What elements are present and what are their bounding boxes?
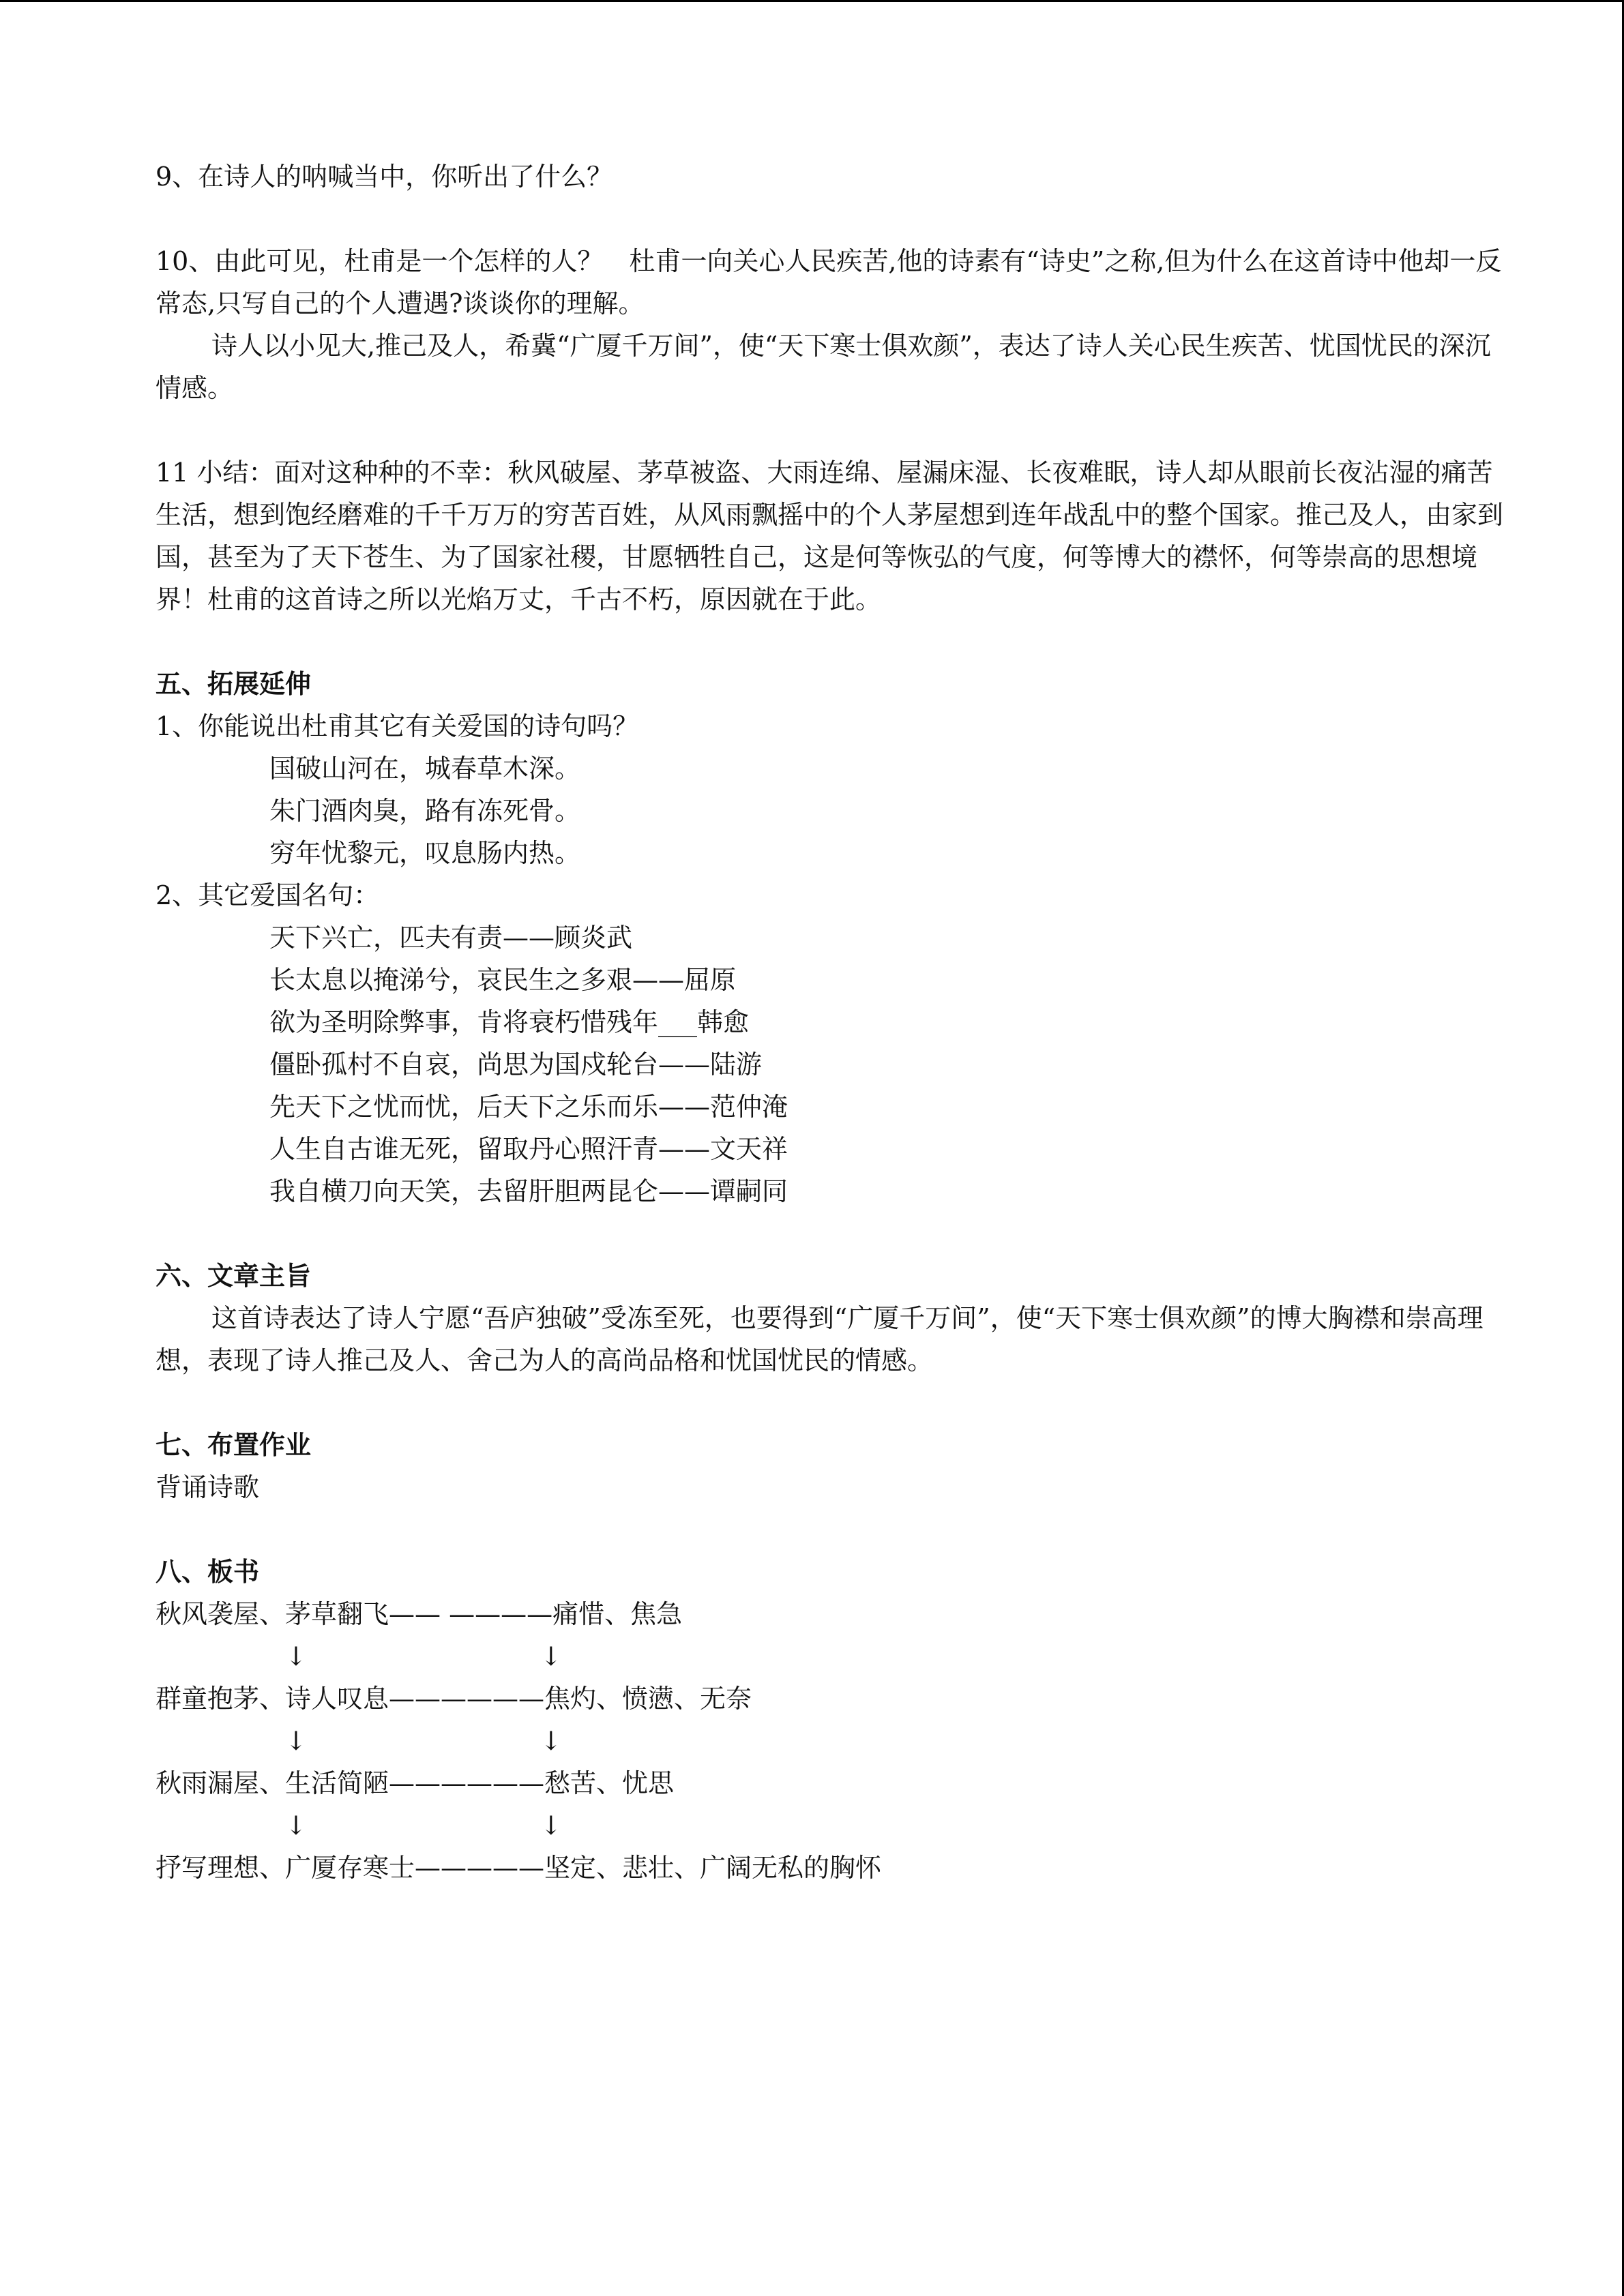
du-fu-quote: 朱门酒肉臭，路有冻死骨。 <box>269 796 581 826</box>
question-10-answer: 诗人以小见大,推己及人，希冀“广厦千万间”，使“天下寒士俱欢颜”，表达了诗人关心民生疾苦、忧国忧民的深沉情感。 <box>156 331 1491 403</box>
patriotic-quote: 长太息以掩涕兮，哀民生之多艰——屈原 <box>269 965 737 995</box>
patriotic-quote: 我自横刀向天笑，去留肝胆两昆仑——谭嗣同 <box>269 1176 788 1206</box>
blackboard-row: 秋风袭屋、茅草翻飞—— ————痛惜、焦急 <box>156 1599 683 1629</box>
section-7-heading: 七、布置作业 <box>156 1429 312 1460</box>
patriotic-quote: 天下兴亡，匹夫有责——顾炎武 <box>269 923 633 953</box>
section-6-heading: 六、文章主旨 <box>156 1260 312 1291</box>
document-page <box>156 155 1513 1889</box>
down-arrow-icon: ↓ ↓ <box>156 1810 562 1840</box>
patriotic-quote: 人生自古谁无死，留取丹心照汗青——文天祥 <box>269 1134 788 1164</box>
patriotic-quote: 先天下之忧而忧，后天下之乐而乐——范仲淹 <box>269 1092 788 1122</box>
question-10: 10、由此可见，杜甫是一个怎样的人？ 杜甫一向关心人民疾苦,他的诗素有“诗史”之称,但为什么在这首诗中他却一反常态,只写自己的个人遭遇?谈谈你的理解。 <box>156 246 1502 318</box>
section-7-text: 背诵诗歌 <box>156 1472 260 1502</box>
summary-11: 11 小结：面对这种种的不幸：秋风破屋、茅草被盗、大雨连绵、屋漏床湿、长夜难眠，诗人却从眼前长夜沾湿的痛苦生活，想到饱经磨难的千千万万的穷苦百姓，从风雨飘摇中的个人茅屋想到连年战乱中的整个国家。推己及人，由家到国，甚至为了天下苍生、为了国家社稷，甘愿牺牲自己，这是何等恢弘的气度，何等博大的襟怀，何等崇高的思想境界！杜甫的这首诗之所以光焰万丈，千古不朽，原因就在于此。 <box>156 458 1504 614</box>
section-5-item-2: 2、其它爱国名句： <box>156 880 380 910</box>
blackboard-row: 抒写理想、广厦存寒士—————坚定、悲壮、广阔无私的胸怀 <box>156 1853 882 1883</box>
du-fu-quote: 穷年忧黎元，叹息肠内热。 <box>269 838 581 868</box>
blackboard-row: 群童抱茅、诗人叹息——————焦灼、愤懑、无奈 <box>156 1684 752 1714</box>
section-5-item-1: 1、你能说出杜甫其它有关爱国的诗句吗？ <box>156 711 639 741</box>
down-arrow-icon: ↓ ↓ <box>156 1726 562 1756</box>
blackboard-row: 秋雨漏屋、生活简陋——————愁苦、忧思 <box>156 1768 675 1798</box>
section-8-heading: 八、板书 <box>156 1556 260 1587</box>
section-5-heading: 五、拓展延伸 <box>156 668 312 699</box>
du-fu-quote: 国破山河在，城春草木深。 <box>269 754 581 784</box>
patriotic-quote: 僵卧孤村不自哀，尚思为国戍轮台——陆游 <box>269 1049 763 1079</box>
question-9: 9、在诗人的呐喊当中，你听出了什么？ <box>156 162 613 192</box>
section-6-text: 这首诗表达了诗人宁愿“吾庐独破”受冻至死，也要得到“广厦千万间”，使“天下寒士俱欢颜”的博大胸襟和崇高理想，表现了诗人推己及人、舍己为人的高尚品格和忧国忧民的情感。 <box>156 1303 1483 1375</box>
page-top-border <box>0 0 1624 2</box>
down-arrow-icon: ↓ ↓ <box>156 1641 562 1671</box>
patriotic-quote: 欲为圣明除弊事，肯将衰朽惜残年___韩愈 <box>269 1007 750 1037</box>
